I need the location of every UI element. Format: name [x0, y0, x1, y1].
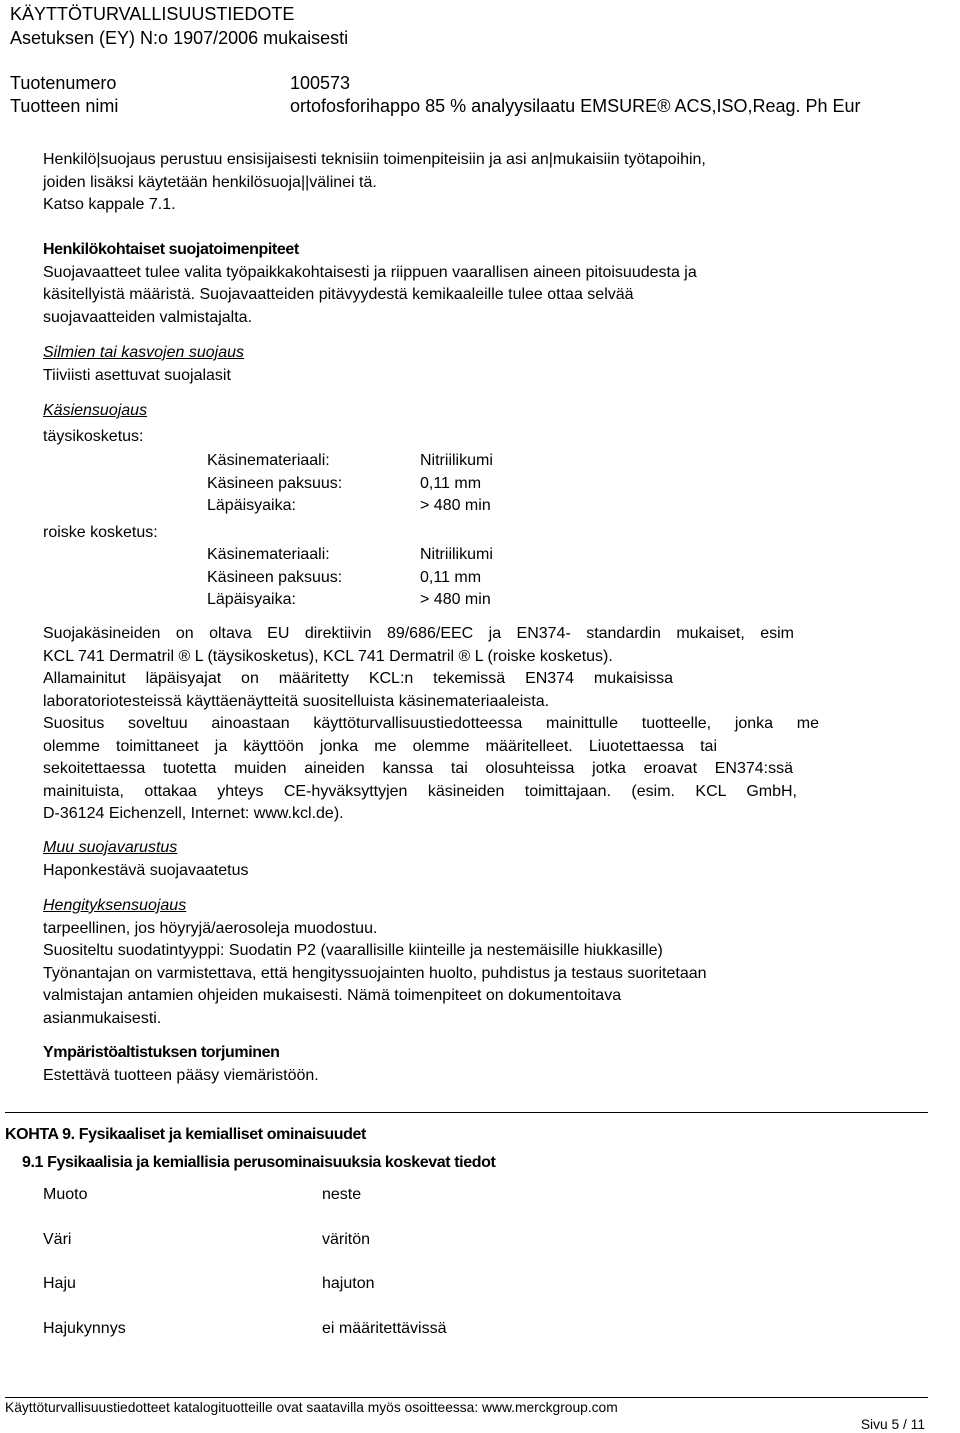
glove-note-line: Suojakäsineiden on oltava EU direktiivin 89/686/EEC ja EN374- standardin mukaiset, esim: [43, 625, 794, 642]
glove-notes-paragraph: [43, 623, 819, 826]
glove-thickness-label: Käsineen paksuus:: [207, 474, 343, 492]
eye-protection-heading: Silmien tai kasvojen suojaus: [43, 344, 244, 361]
intro-line: joiden lisäksi käytetään henkilösuoja||välinei tä.: [43, 173, 377, 191]
glove-row: [207, 473, 493, 496]
property-value: neste: [322, 1186, 362, 1203]
personal-protection-line: suojavaatteiden valmistajalta.: [43, 308, 253, 326]
intro-line: Henkilö|suojaus perustuu ensisijaisesti teknisiin toimenpiteisiin ja asi an|mukaisiin työtapoihin,: [43, 151, 706, 168]
splash-contact-label: roiske kosketus:: [43, 524, 158, 541]
breakthrough-time-label: Läpäisyaika:: [207, 497, 296, 514]
hand-protection-heading: [43, 400, 147, 423]
other-equipment-text: Haponkestävä suojavaatetus: [43, 861, 249, 879]
glove-material-label: Käsinemateriaali:: [207, 452, 330, 469]
section-divider: [5, 1112, 928, 1113]
hand-protection-heading-text: Käsiensuojaus: [43, 402, 148, 419]
personal-protection-line: Suojavaatteet tulee valita työpaikkakohtaisesti ja riippuen vaarallisen aineen pitoisuudesta ja: [43, 263, 697, 281]
environmental-heading: Ympäristöaltistuksen torjuminen: [43, 1044, 280, 1061]
section9-title: KOHTA 9. Fysikaaliset ja kemialliset ominaisuudet: [5, 1126, 366, 1143]
property-row: [43, 1184, 447, 1229]
eye-protection-block: [43, 342, 244, 387]
full-contact-table: [207, 450, 493, 518]
glove-row: [207, 495, 493, 518]
product-number-label: Tuotenumero: [10, 73, 117, 93]
breakthrough-time-label: Läpäisyaika:: [207, 591, 296, 608]
intro-line: Katso kappale 7.1.: [43, 196, 176, 213]
product-name-label: Tuotteen nimi: [10, 96, 119, 116]
respiratory-line: valmistajan antamien ohjeiden mukaisesti. Nämä toimenpiteet on dokumentoitava: [43, 987, 622, 1004]
breakthrough-time-value: > 480 min: [420, 497, 491, 514]
property-label: Haju: [43, 1275, 76, 1293]
glove-note-line: laboratoriotesteissä käyttäenäytteitä suositelluista käsinemateriaaleista.: [43, 692, 550, 710]
properties-table: [43, 1184, 447, 1362]
glove-thickness-value: 0,11 mm: [420, 474, 482, 492]
respiratory-line: Työnantajan on varmistettava, että hengityssuojainten huolto, puhdistus ja testaus suoritetaan: [43, 964, 707, 982]
property-label: Hajukynnys: [43, 1319, 126, 1337]
glove-row: [207, 450, 493, 473]
property-row: [43, 1229, 447, 1274]
respiratory-line: tarpeellinen, jos höyryjä/aerosoleja muodostuu.: [43, 919, 378, 937]
personal-protection-heading: Henkilökohtaiset suojatoimenpiteet: [43, 241, 299, 258]
section9-subtitle: 9.1 Fysikaalisia ja kemiallisia perusominaisuuksia koskevat tiedot: [22, 1154, 496, 1171]
glove-material-label: Käsinemateriaali:: [207, 546, 330, 563]
glove-note-line: mainituista, ottakaa yhteys CE-hyväksyttyjen käsineiden toimittajaan. (esim. KCL GmbH,: [43, 782, 797, 800]
glove-thickness-value: 0,11 mm: [420, 568, 482, 586]
glove-note-line: KCL 741 Dermatril ® L (täysikosketus), KCL 741 Dermatril ® L (roiske kosketus).: [43, 647, 613, 665]
property-row: [43, 1273, 447, 1318]
glove-note-line: D-36124 Eichenzell, Internet: www.kcl.de).: [43, 805, 344, 822]
respiratory-heading: Hengityksensuojaus: [43, 897, 187, 914]
environmental-text: Estettävä tuotteen pääsy viemäristöön.: [43, 1066, 319, 1084]
full-contact-label: täysikosketus:: [43, 428, 144, 445]
glove-thickness-label: Käsineen paksuus:: [207, 568, 343, 586]
glove-note-line: Suositus soveltuu ainoastaan käyttöturvallisuustiedotteessa mainittulle tuotteelle, jonka me: [43, 715, 819, 732]
product-number-value: 100573: [290, 73, 351, 93]
glove-material-value: Nitriilikumi: [420, 452, 493, 469]
splash-contact-table: [207, 544, 493, 612]
glove-note-line: Allamainitut läpäisyajat on määritetty KCL:n tekemissä EN374 mukaisissa: [43, 670, 673, 687]
environmental-block: [43, 1042, 319, 1087]
footer-note: Käyttöturvallisuustiedotteet katalogituotteille ovat saatavilla myös osoitteessa: www.merckgroup.com: [5, 1400, 618, 1415]
glove-row: [207, 589, 493, 612]
glove-note-line: olemme toimittaneet ja käyttöön jonka me olemme määritelleet. Liuotettaessa tai: [43, 737, 717, 755]
footer-divider: [5, 1397, 928, 1398]
property-value: ei määritettävissä: [322, 1319, 447, 1337]
glove-note-line: sekoitettaessa tuotetta muiden aineiden kanssa tai olosuhteissa jotka eroavat EN374:ssä: [43, 760, 793, 777]
property-label: Muoto: [43, 1186, 88, 1203]
property-value: hajuton: [322, 1275, 375, 1293]
respiratory-line: asianmukaisesti.: [43, 1009, 162, 1027]
product-name-value: ortofosforihappo 85 % analyysilaatu EMSURE® ACS,ISO,Reag. Ph Eur: [290, 96, 861, 116]
respiratory-block: [43, 895, 707, 1030]
other-equipment-block: [43, 837, 248, 882]
page-number: Sivu 5 / 11: [860, 1417, 925, 1432]
intro-block: [43, 149, 706, 217]
property-value: väritön: [322, 1230, 371, 1248]
breakthrough-time-value: > 480 min: [420, 591, 491, 608]
glove-row: [207, 567, 493, 590]
glove-row: [207, 544, 493, 567]
regulation-subtitle: Asetuksen (EY) N:o 1907/2006 mukaisesti: [10, 28, 349, 48]
personal-protection-block: [43, 239, 697, 329]
other-equipment-heading: Muu suojavarustus: [43, 839, 178, 856]
personal-protection-line: käsitellyistä määristä. Suojavaatteiden pitävyydestä kemikaaleille tulee ottaa selvää: [43, 286, 634, 303]
glove-material-value: Nitriilikumi: [420, 546, 493, 563]
property-row: [43, 1318, 447, 1363]
respiratory-line: Suositeltu suodatintyyppi: Suodatin P2 (vaarallisille kiinteille ja nestemäisille hiukkasille): [43, 942, 663, 959]
property-label: Väri: [43, 1230, 72, 1248]
document-title: KÄYTTÖTURVALLISUUSTIEDOTE: [10, 4, 295, 24]
eye-protection-text: Tiiviisti asettuvat suojalasit: [43, 366, 231, 384]
